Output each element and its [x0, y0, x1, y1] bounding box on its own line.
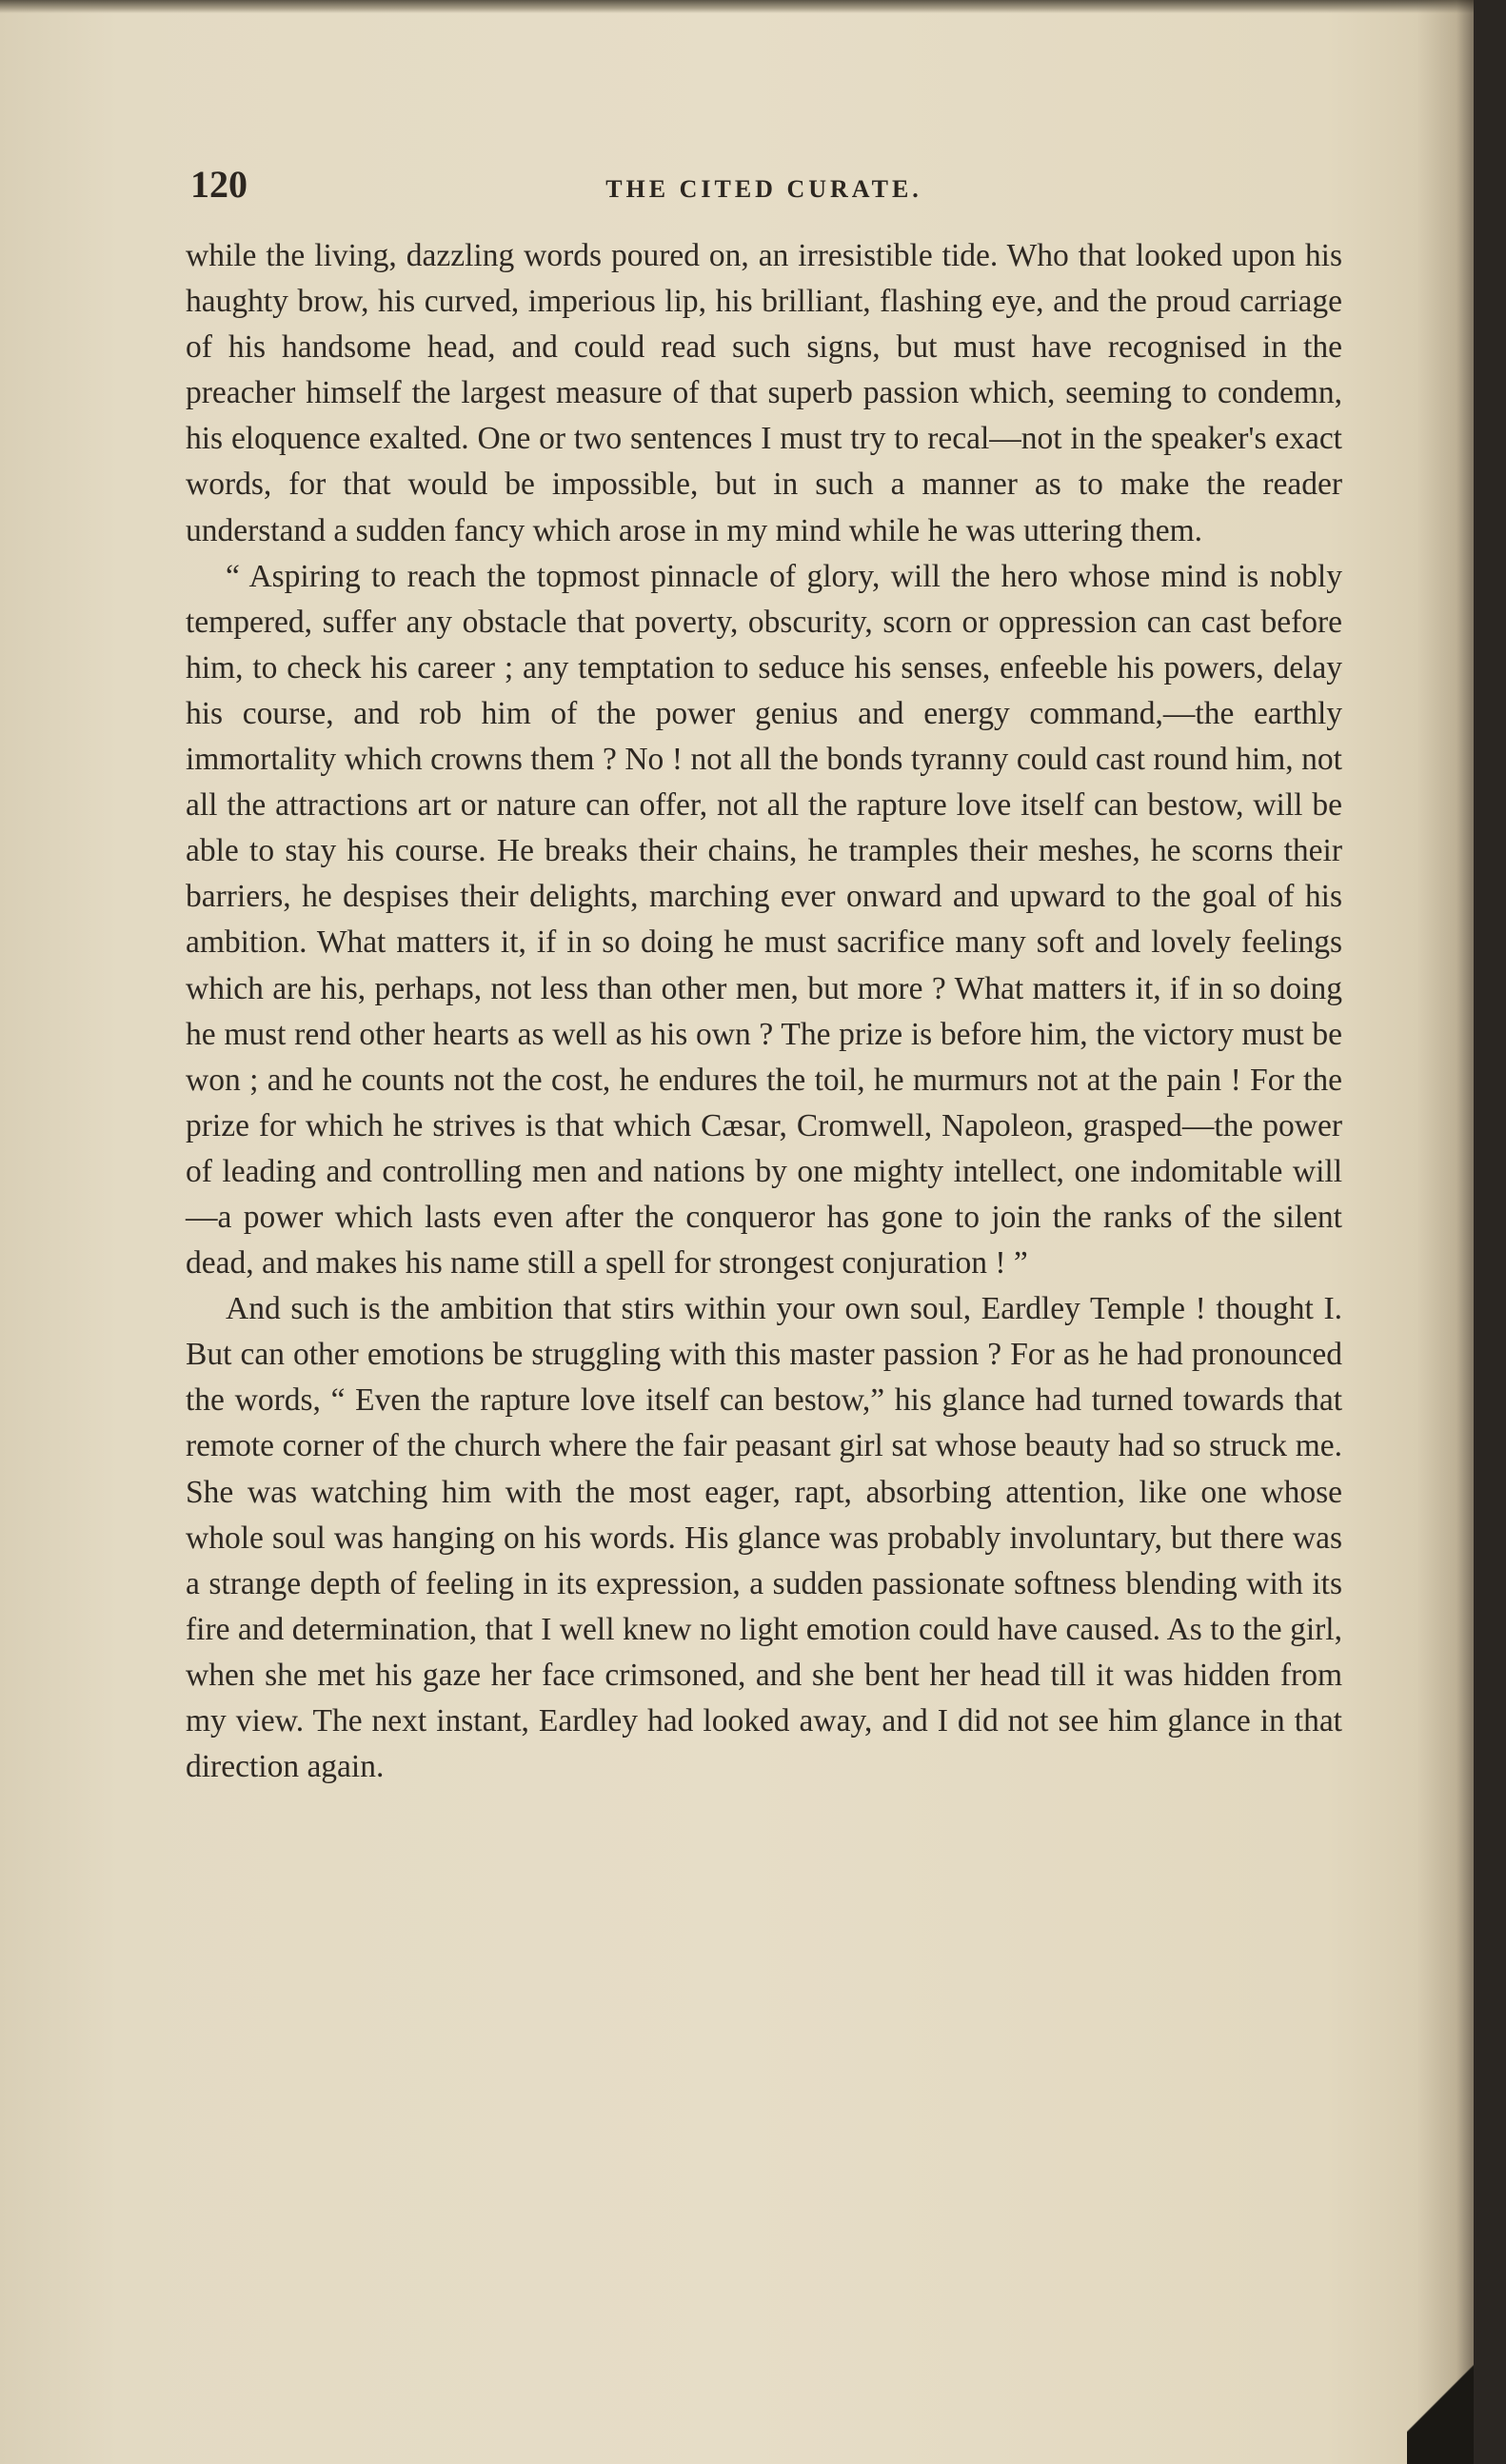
- page-number: 120: [190, 163, 248, 206]
- page-top-shadow: [0, 0, 1474, 13]
- body-text: [186, 233, 1342, 1790]
- paragraph: while the living, dazzling words poured on, an irresistible tide. Who that looked upon his haughty brow, his curved, imperious lip, his brilliant, flashing eye, and the proud carriage of his handsome head, and could read such signs, but must have recognised in the preacher himself the largest measure of that superb passion which, seeming to condemn, his eloquence exalted. One or two sentences I must try to recal—not in the speaker's exact words, for that would be impossible, but in such a manner as to make the reader understand a sudden fancy which arose in my mind while he was uttering them.: [186, 238, 1342, 548]
- page-header: [190, 162, 1338, 219]
- paragraph: And such is the ambition that stirs within your own soul, Eardley Temple ! thought I. But can other emotions be struggling with this master passion ? For as he had pronounced the words, “ Even the rapture love itself can bestow,” his glance had turned towards that remote corner of the church where the fair peasant girl sat whose beauty had so struck me. She was watching him with the most eager, rapt, absorbing attention, like one whose whole soul was hanging on his words. His glance was probably involuntary, but there was a strange depth of feeling in its expression, a sudden passionate softness blending with its fire and determination, that I well knew no light emotion could have caused. As to the girl, when she met his gaze her face crimsoned, and she bent her head till it was hidden from my view. The next instant, Eardley had looked away, and I did not see him glance in that direction again.: [186, 1291, 1342, 1785]
- page-corner: [1407, 2331, 1474, 2464]
- running-title: THE CITED CURATE.: [605, 175, 922, 203]
- paragraph: “ Aspiring to reach the topmost pinnacle of glory, will the hero whose mind is nobly tempered, suffer any obstacle that poverty, obscurity, scorn or oppression can cast before him, to check his career ; any temptation to seduce his senses, enfeeble his powers, delay his course, and rob him of the power genius and energy command,—the earthly immortality which crowns them ? No ! not all the bonds tyranny could cast round him, not all the attractions art or nature can offer, not all the rapture love itself can bestow, will be able to stay his course. He breaks their chains, he tramples their meshes, he scorns their barriers, he despises their delights, marching ever onward and upward to the goal of his ambition. What matters it, if in so doing he must sacrifice many soft and lovely feelings which are his, perhaps, not less than other men, but more ? What matters it, if in so doing he must rend other hearts as well as his own ? The prize is before him, the victory must be won ; and he counts not the cost, he endures the toil, he murmurs not at the pain ! For the prize for which he strives is that which Cæsar, Cromwell, Napoleon, grasped—the power of leading and controlling men and nations by one mighty intellect, one indomitable will—a power which lasts even after the conqueror has gone to join the ranks of the silent dead, and makes his name still a spell for strongest conjuration ! ”: [186, 558, 1342, 1282]
- page-gutter-shadow: [1417, 0, 1474, 2464]
